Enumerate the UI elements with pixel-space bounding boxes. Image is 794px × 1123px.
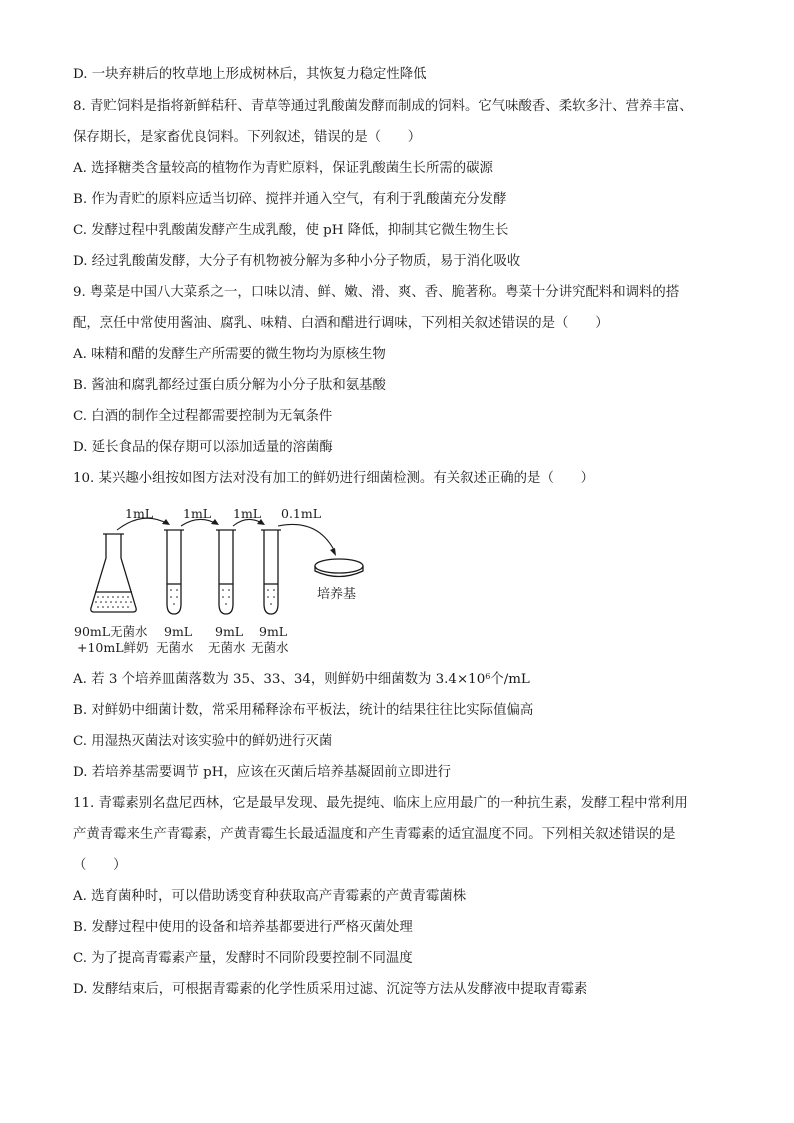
q11-option-a: A. 选育菌种时，可以借助诱变育种获取高产青霉素的产黄青霉菌株: [73, 889, 467, 904]
q8-option-a: A. 选择糖类含量较高的植物作为青贮原料，保证乳酸菌生长所需的碳源: [73, 161, 493, 176]
q10-option-a-text: A. 若 3 个培养皿菌落数为 35、33、34，则鲜奶中细菌数为 3.4×10: [73, 672, 486, 687]
q10-option-a-unit: 个/mL: [490, 672, 530, 687]
q10-option-b: B. 对鲜奶中细菌计数，常采用稀释涂布平板法，统计的结果往往比实际值偏高: [73, 703, 534, 718]
q9-option-b: B. 酱油和腐乳都经过蛋白质分解为小分子肽和氨基酸: [73, 378, 386, 393]
transfer-arrows: [117, 518, 335, 552]
tube-1-label-line-1: 9mL: [164, 624, 193, 639]
q11-option-c: C. 为了提高青霉素产量，发酵时不同阶段要控制不同温度: [73, 951, 413, 966]
q9-option-c: C. 白酒的制作全过程都需要控制为无氧条件: [73, 409, 333, 424]
petri-dish-icon: [315, 559, 363, 577]
flask-label-line-2: +10mL鲜奶: [77, 640, 149, 655]
q10-option-d: D. 若培养基需要调节 pH，应该在灭菌后培养基凝固前立即进行: [73, 765, 452, 780]
plate-label: 培养基: [317, 587, 357, 602]
flask-liquid-dots: [95, 596, 132, 608]
q8-stem-line-1: 8. 青贮饲料是指将新鲜秸秆、青草等通过乳酸菌发酵而制成的饲料。它气味酸香、柔软多汁、营养丰富、: [73, 99, 693, 114]
tube-3-label-line-2: 无菌水: [251, 640, 289, 655]
flask-label-line-1: 90mL无菌水: [74, 624, 148, 639]
q10-option-c: C. 用湿热灭菌法对该实验中的鲜奶进行灭菌: [73, 734, 333, 749]
flask-icon: [91, 534, 136, 612]
serial-dilution-diagram: [73, 500, 357, 660]
q8-stem-line-2: 保存期长，是家畜优良饲料。下列叙述，错误的是（ ）: [73, 130, 422, 145]
q9-option-d: D. 延长食品的保存期可以添加适量的溶菌酶: [73, 440, 333, 455]
q9-stem-line-2: 配，烹任中常使用酱油、腐乳、味精、白酒和醋进行调味，下列相关叙述错误的是（ ）: [73, 316, 609, 331]
transfer-label-4: 0.1mL: [281, 506, 322, 521]
q9-stem-line-1: 9. 粤菜是中国八大菜系之一，口味以清、鲜、嫩、滑、爽、香、脆著称。粤菜十分讲究配料和调料的搭: [73, 285, 680, 300]
tube-2-label-line-2: 无菌水: [208, 640, 246, 655]
transfer-label-1: 1mL: [125, 506, 154, 521]
tube-1-label-line-2: 无菌水: [156, 640, 194, 655]
arrow-icon-4: [278, 524, 335, 552]
q11-stem-line-2: 产黄青霉来生产青霉素，产黄青霉生长最适温度和产生青霉素的适宜温度不同。下列相关叙述错误的是: [73, 827, 676, 842]
q10-option-a-exponent: 6: [485, 672, 491, 681]
transfer-label-3: 1mL: [233, 506, 262, 521]
q8-option-c: C. 发酵过程中乳酸菌发酵产生成乳酸，使 pH 降低，抑制其它微生物生长: [73, 223, 509, 238]
q11-option-d: D. 发酵结束后，可根据青霉素的化学性质采用过滤、沉淀等方法从发酵液中提取青霉素: [73, 982, 588, 997]
q10-stem: 10. 某兴趣小组按如图方法对没有加工的鲜奶进行细菌检测。有关叙述正确的是（ ）: [73, 471, 595, 486]
test-tube-2-icon: [216, 530, 236, 614]
q9-option-a: A. 味精和醋的发酵生产所需要的微生物均为原核生物: [73, 347, 386, 362]
q11-stem-line-3: （ ）: [73, 858, 127, 873]
q7-option-d: D. 一块弃耕后的牧草地上形成树林后，其恢复力稳定性降低: [73, 67, 427, 82]
tube-3-label-line-1: 9mL: [259, 624, 288, 639]
test-tube-1-icon: [164, 530, 184, 614]
arrow-heads: [162, 519, 336, 556]
tube-liquid-dots: [170, 589, 275, 605]
q8-option-b: B. 作为青贮的原料应适当切碎、搅拌并通入空气，有利于乳酸菌充分发酵: [73, 192, 507, 207]
transfer-label-2: 1mL: [183, 506, 212, 521]
tube-2-label-line-1: 9mL: [215, 624, 244, 639]
q10-option-a: [73, 671, 530, 689]
q11-stem-line-1: 11. 青霉素别名盘尼西林，它是最早发现、最先提纯、临床上应用最广的一种抗生素，发酵工程中常利用: [73, 796, 688, 811]
q8-option-d: D. 经过乳酸菌发酵，大分子有机物被分解为多种小分子物质，易于消化吸收: [73, 254, 521, 269]
q11-option-b: B. 发酵过程中使用的设备和培养基都要进行严格灭菌处理: [73, 920, 413, 935]
test-tube-3-icon: [261, 530, 281, 614]
